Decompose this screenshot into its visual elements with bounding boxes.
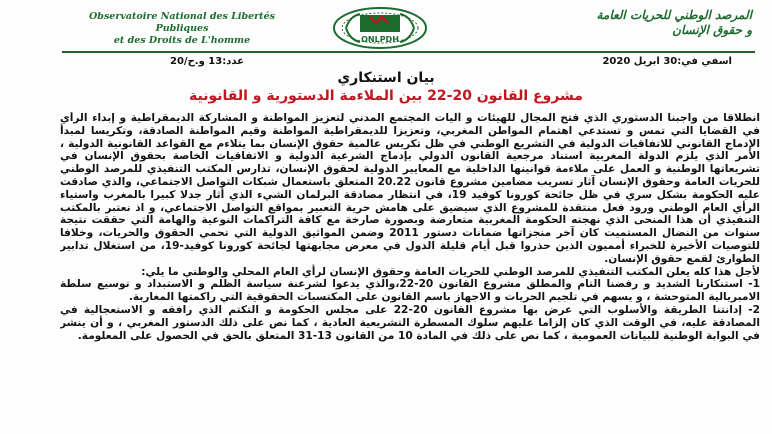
logo-text: ONLPDH [361,35,399,44]
header-french-line2: et des Droits de L'homme [113,35,251,46]
document-body [60,112,760,432]
document-title: بيان استنكاري [337,70,435,86]
body-paragraph-point-1: 1- استنكارنا الشديد و رفضنا التام والمطلق مشروع القانون 20-22،والذي يدعوا لشرعنة سياسة الظلم و الاستبداد و توسيع سلطة الامبريالية المتوحشة ، و يسهم في تلجيم الحريات و الاجهاز باسم القانون على المكتسبات الحقوقية التي راكمتها المغاربة. [60,278,760,304]
body-paragraph-point-2: 2- إدانتنا الطريقة والأسلوب التي عرض بها مشروع القانون 20-22 على مجلس الحكومة و التكتم الذي رافقه و الاستعجالية في المصادقة عليه، في الوقت الذي كان إلزاما عليهم سلوك المسطرة التشريعية العادية ، كما نص على ذلك الدستور المغربي ، و أن ينشر في البوابة الوطنية للبيانات العمومية ، كما نص على ذلك في المادة 10 من القانون 13-31 المتعلق بالحق في الحصول على المعلومة. [60,303,760,342]
document-subtitle: مشروع القانون 20-22 بين الملاءمة الدستورية و القانونية [189,88,583,104]
header-french [62,11,302,47]
organization-logo [330,6,430,50]
header-divider [62,51,755,53]
body-paragraph-intro: انطلاقا من واجبنا الدستوري الذي فتح المجال للهيئات و آليات المجتمع المدني لتعزيز المواطنة و المشاركة الديمقراطية و إبداء الرأي في القضايا التي تمس و تستدعي اهتمام المواطن المغربي، وتعزيزا للديمقراطية المواطنة وقيم المواطنة الصادقة، وتكريسا لمبدأ الإدماج القانوني للاتفاقيات الدولية في التشريع الوطني في ظل تكريس عالمية حقوق الإنسان بما يتلاءم مع القواعد القانونية الدولية ، الأمر الذي يلزم الدولة المغربية استناد مرجعية القانون الدولي بإدماج الشرعية الدولية و الاتفاقيات الخاصة بحقوق الإنسان في تشريعاتها الوطنية و العمل على ملاءمة قوانينها الداخلية مع المعايير الدولية لحقوق الإنسان، تدارس المكتب التنفيذي للمرصد الوطني للحريات العامة وحقوق الإنسان آثار تسريب مضامين مشروع قانون 20.22 المتعلق باستعمال شبكات التواصل الاجتماعي، والذي صادقت عليه الحكومة بشكل سري في ظل جائحة كورونا كوفيد 19، في انتظار مصادقة البرلمان الشيء الذي أثار جدلا كبيرا بالمغرب واستياء الرأي العام الوطني ورود فعل منتقدة للمشروع الذي سيضيق على هامش حرية التعبير بمواقع التواصل الاجتماعي، و اذ نعتبر بالمكتب التنفيذي أن هذا المنحى الذي نهجته الحكومة المغربية متعارضة وبصورة صارخة مع كافة التراكمات النوعية والهامة التي حققت نتيجة سنوات من النضال المستميت كان آخر منجزاتها ضمانات دستور 2011 وضمن المواثيق الدولية التي تحمي الحقوق والحريات، وخلافا للتوصيات الأخيرة للخبراء أمميون الذين حذروا قبل أيام قليلة الدول في معرض مجابهتها لجائحة كورونا كوفيد-19، من استغلال تدابير الطوارئ لقمع حقوق الإنسان. [60,112,760,265]
header-french-line1: Observatoire National des Libertés Publiques [89,11,275,34]
header-arabic-line1: المرصد الوطني للحريات العامة [596,8,752,22]
document-date: اسفي في:30 ابريل 2020 [602,56,732,67]
header-arabic [452,8,752,38]
body-paragraph-declaration: لأجل هذا كله يعلن المكتب التنفيذي للمرصد الوطني للحريات العامة وحقوق الإنسان لرأي العام المحلي والوطني ما يلي: [141,265,760,278]
header-arabic-line2: و حقوق الإنسان [672,23,752,37]
document-number: عدد:13 و.ح/20 [170,56,244,67]
